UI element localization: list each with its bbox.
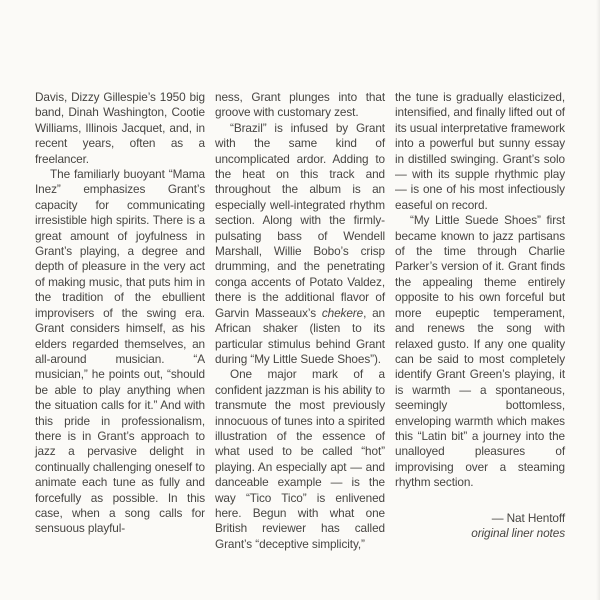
text-segment: One major mark of a confident jazzman is his ability to transmute the most previously innocuous of tunes into a spirited illustration of the essence of what used to be called “hot” playing. An especially apt — and danceable example — is the way “Tico Tico” is enlivened here. Begun with what one British reviewer has called Grant’s “deceptive simplicity,” (215, 367, 385, 551)
text-segment: “Brazil” is infused by Grant with the same kind of uncomplicated ardor. Adding to the heat on this track and throughout the album is an especially well-integrated rhythm section. Along with the firmly-pulsating bass of Wendell Marshall, Willie Bobo’s crisp drumming, and the penetrating conga accents of Potato Valdez, there is the additional flavor of Garvin Masseaux’s (215, 120, 385, 320)
text-segment: , an African shaker (listen to its particular stimulus behind Grant during “My Little Suede Shoes”). (215, 305, 385, 366)
column-2 (215, 90, 385, 552)
signature-note: original liner notes (471, 525, 565, 540)
signature-author: — Nat Hentoff (491, 510, 565, 525)
signature-block (395, 511, 565, 542)
paragraph (215, 367, 385, 552)
text-segment: Davis, Dizzy Gillespie’s 1950 big band, Dinah Washington, Cootie Williams, Illinois Jacquet, and, in recent years, often as a freelancer. (35, 90, 205, 166)
text-segment: the tune is gradually elasticized, intensified, and finally lifted out of its usual interpretative framework into a powerful but sunny essay in distilled swinging. Grant’s solo — with its supple rhythmic play — is one of his most infectiously easeful on record. (395, 90, 565, 212)
paragraph (395, 213, 565, 490)
text-segment: The familiarly buoyant “Mama Inez” emphasizes Grant’s capacity for communicating irresistible high spirits. There is a great amount of joyfulness in Grant’s playing, a degree and depth of pleasure in the very act of making music, that puts him in the tradition of the ebullient improvisers of the swing era. Grant considers himself, as his elders regarded themselves, an all-around musician. “A musician,” he points out, “should be able to play anything when the situation calls for it.” And with this pride in professionalism, there is in Grant’s approach to jazz a pervasive delight in continually challenging oneself to animate each tune as fully and forcefully as possible. In this case, when a song calls for sensuous playful- (35, 167, 205, 536)
text-segment: ness, Grant plunges into that groove with customary zest. (215, 90, 385, 120)
column-3 (395, 90, 565, 552)
paragraph (215, 90, 385, 121)
paragraph (35, 90, 205, 167)
paragraph (395, 90, 565, 213)
text-segment: “My Little Suede Shoes” first became known to jazz partisans of the time through Charlie Parker’s version of it. Grant finds the appealing theme entirely opposite to his own forceful but more eupeptic temperament, and renews the song with relaxed gusto. If any one quality can be said to most completely identify Grant Green’s playing, it is warmth — a spontaneous, seemingly bottomless, enveloping warmth which makes this “Latin bit” a journey into the unalloyed pleasures of improvising over a steaming rhythm section. (395, 213, 565, 490)
italic-text-segment: chekere (321, 305, 364, 320)
paragraph (215, 121, 385, 368)
paragraph (35, 167, 205, 537)
text-columns (35, 90, 565, 552)
column-1 (35, 90, 205, 552)
